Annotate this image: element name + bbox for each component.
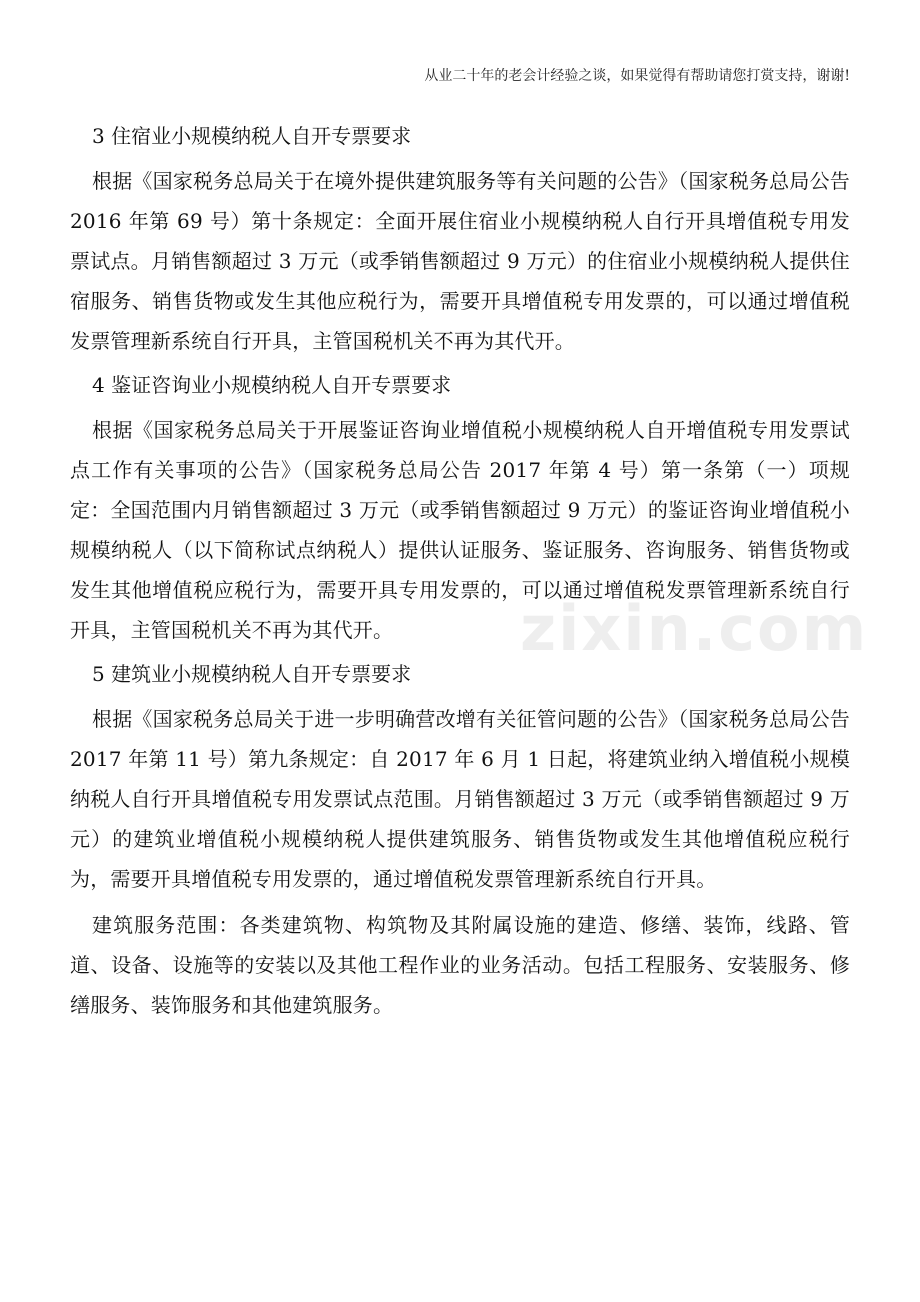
section-paragraph: 根据《国家税务总局关于在境外提供建筑服务等有关问题的公告》（国家税务总局公告 2016 年第 69 号）第十条规定：全面开展住宿业小规模纳税人自行开具增值税专用发票试点。月销售额超过 3 万元（或季销售额超过 9 万元）的住宿业小规模纳税人提供住宿服务、销售货物或发生其他应税行为，需要开具增值税专用发票的，可以通过增值税发票管理新系统自行开具，主管国税机关不再为其代开。: [70, 169, 850, 353]
document-body: [70, 112, 850, 1025]
watermark-text: zixin.com: [520, 592, 869, 665]
section-paragraph: 建筑服务范围：各类建筑物、构筑物及其附属设施的建造、修缮、装饰，线路、管道、设备、设施等的安装以及其他工程作业的业务活动。包括工程服务、安装服务、修缮服务、装饰服务和其他建筑服务。: [70, 913, 850, 1017]
section-3-accommodation: [70, 112, 850, 361]
section-heading: 3 住宿业小规模纳税人自开专票要求: [92, 124, 412, 148]
section-4-consulting: [70, 361, 850, 650]
section-paragraph: 根据《国家税务总局关于开展鉴证咨询业增值税小规模纳税人自开增值税专用发票试点工作有关事项的公告》（国家税务总局公告 2017 年第 4 号）第一条第（一）项规定：全国范围内月销售额超过 3 万元（或季销售额超过 9 万元）的鉴证咨询业增值税小规模纳税人（以下简称试点纳税人）提供认证服务、鉴证服务、咨询服务、销售货物或发生其他增值税应税行为，需要开具专用发票的，可以通过增值税发票管理新系统自行开具，主管国税机关不再为其代开。: [70, 418, 850, 642]
section-5-construction: [70, 650, 850, 1025]
section-heading: 5 建筑业小规模纳税人自开专票要求: [92, 662, 412, 686]
section-heading: 4 鉴证咨询业小规模纳税人自开专票要求: [92, 373, 452, 397]
header-note: 从业二十年的老会计经验之谈，如果觉得有帮助请您打赏支持，谢谢!: [424, 68, 850, 84]
section-paragraph: 根据《国家税务总局关于进一步明确营改增有关征管问题的公告》（国家税务总局公告 2017 年第 11 号）第九条规定：自 2017 年 6 月 1 日起，将建筑业纳入增值税小规模纳税人自行开具增值税专用发票试点范围。月销售额超过 3 万元（或季销售额超过 9 万元）的建筑业增值税小规模纳税人提供建筑服务、销售货物或发生其他增值税应税行为，需要开具增值税专用发票的，通过增值税发票管理新系统自行开具。: [70, 707, 850, 891]
